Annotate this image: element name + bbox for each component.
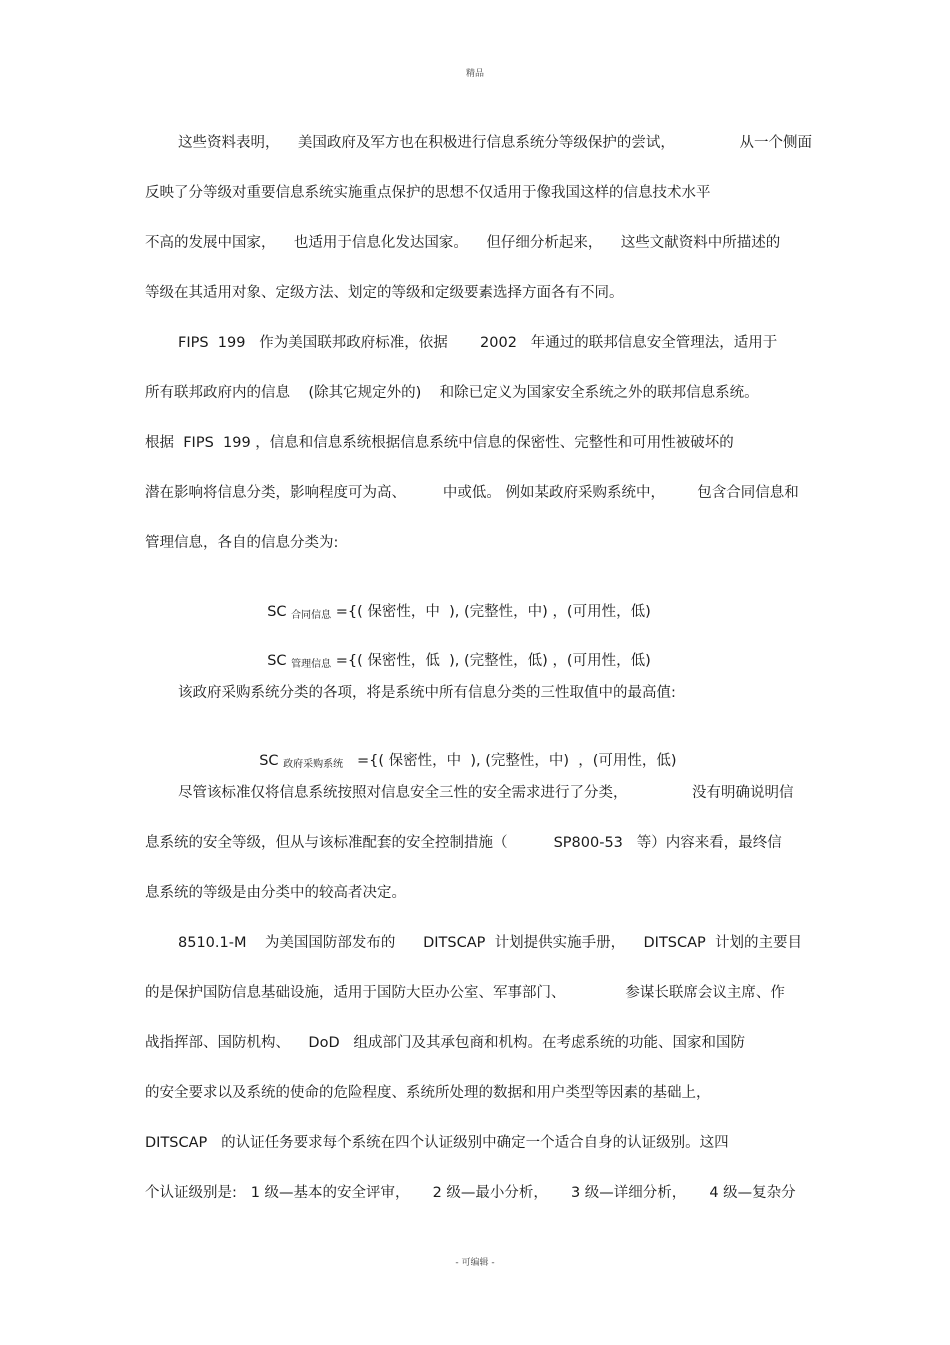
- formula-line: [250, 734, 677, 772]
- paragraph-line: 所有联邦政府内的信息 (除其它规定外的) 和除已定义为国家安全系统之外的联邦信息系统。: [145, 385, 759, 401]
- formula-body: ={( 保密性，中 ), (完整性，中) ，(可用性，低): [343, 753, 677, 769]
- paragraph-line: 的安全要求以及系统的使命的危险程度、系统所处理的数据和用户类型等因素的基础上，: [145, 1085, 711, 1101]
- paragraph-line: 这些资料表明， 美国政府及军方也在积极进行信息系统分等级保护的尝试， 从一个侧面: [178, 135, 812, 151]
- paragraph-line: 息系统的安全等级，但从与该标准配套的安全控制措施（ SP800-53 等）内容来看，最终信: [145, 835, 782, 851]
- paragraph-line: 息系统的等级是由分类中的较高者决定。: [145, 885, 406, 901]
- paragraph-line: 个认证级别是: 1 级—基本的安全评审， 2 级—最小分析， 3 级—详细分析， 4 级—复杂分: [145, 1185, 796, 1201]
- paragraph-line: 的是保护国防信息基础设施，适用于国防大臣办公室、军事部门、 参谋长联席会议主席、作: [145, 985, 785, 1001]
- paragraph-line: DITSCAP 的认证任务要求每个系统在四个认证级别中确定一个适合自身的认证级别。这四: [145, 1135, 729, 1151]
- formula-body: ={( 保密性，中 ), (完整性，中) ，(可用性，低): [331, 604, 651, 620]
- formula-body: ={( 保密性，低 ), (完整性，低) ，(可用性，低): [331, 653, 651, 669]
- page-footer: - 可编辑 -: [455, 1258, 495, 1268]
- paragraph-line: 根据 FIPS 199 ，信息和信息系统根据信息系统中信息的保密性、完整性和可用性被破坏的: [145, 435, 734, 451]
- paragraph-line: 反映了分等级对重要信息系统实施重点保护的思想不仅适用于像我国这样的信息技术水平: [145, 185, 711, 201]
- paragraph-line: 管理信息，各自的信息分类为:: [145, 535, 339, 551]
- paragraph-line: 8510.1-M 为美国国防部发布的 DITSCAP 计划提供实施手册， DITSCAP 计划的主要目: [178, 935, 803, 951]
- paragraph-line: 不高的发展中国家， 也适用于信息化发达国家。 但仔细分析起来， 这些文献资料中所描述的: [145, 235, 781, 251]
- formula-prefix: SC: [267, 604, 292, 620]
- formula-prefix: SC: [267, 653, 292, 669]
- page-header: 精品: [465, 69, 484, 79]
- paragraph-line: 战指挥部、国防机构、 DoD 组成部门及其承包商和机构。在考虑系统的功能、国家和国防: [145, 1035, 745, 1051]
- paragraph-line: 潜在影响将信息分类，影响程度可为高、 中或低。 例如某政府采购系统中， 包含合同信息和: [145, 485, 799, 501]
- paragraph-line: 该政府采购系统分类的各项，将是系统中所有信息分类的三性取值中的最高值:: [178, 685, 676, 701]
- formula-subscript: 政府采购系统: [283, 759, 344, 770]
- paragraph-line: 尽管该标准仅将信息系统按照对信息安全三性的安全需求进行了分类， 没有明确说明信: [178, 785, 794, 801]
- formula-subscript: 合同信息: [291, 610, 332, 621]
- formula-line: [258, 634, 651, 672]
- formula-subscript: 管理信息: [291, 659, 332, 670]
- formula-prefix: SC: [259, 753, 284, 769]
- paragraph-line: 等级在其适用对象、定级方法、划定的等级和定级要素选择方面各有不同。: [145, 285, 624, 301]
- formula-line: [258, 585, 651, 623]
- paragraph-line: FIPS 199 作为美国联邦政府标准，依据 2002 年通过的联邦信息安全管理法，适用于: [178, 335, 778, 351]
